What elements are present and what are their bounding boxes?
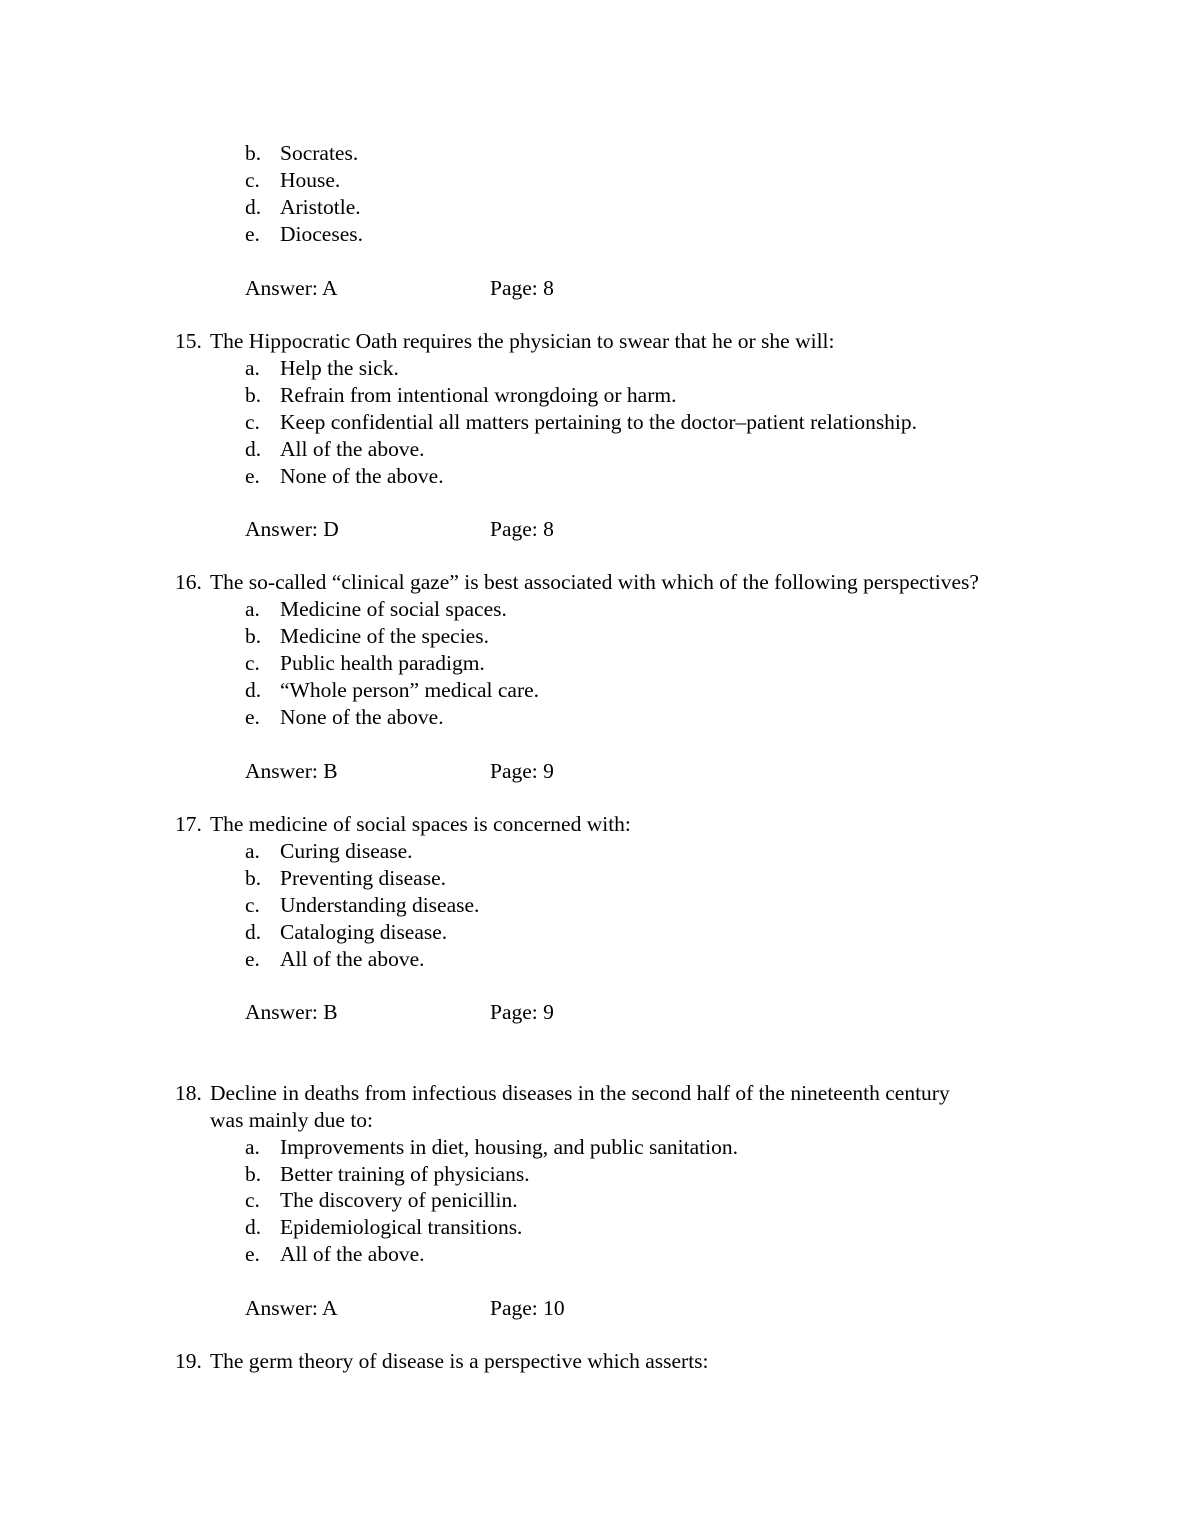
page-reference: Page: 8 bbox=[490, 517, 554, 541]
page-reference: Page: 9 bbox=[490, 1000, 554, 1024]
option-letter: d. bbox=[245, 678, 262, 702]
option-letter: e. bbox=[245, 947, 260, 971]
option-text: Better training of physicians. bbox=[280, 1162, 530, 1186]
option-letter: d. bbox=[245, 195, 262, 219]
option-text: Medicine of social spaces. bbox=[280, 597, 507, 621]
question-text: The Hippocratic Oath requires the physician to swear that he or she will: bbox=[210, 329, 835, 353]
option-letter: b. bbox=[245, 383, 262, 407]
option-letter: c. bbox=[245, 410, 260, 434]
option-text: The discovery of penicillin. bbox=[280, 1188, 518, 1212]
question-text: Decline in deaths from infectious diseases in the second half of the nineteenth century bbox=[210, 1081, 950, 1105]
option-letter: c. bbox=[245, 1188, 260, 1212]
option-letter: a. bbox=[245, 356, 260, 380]
page-reference: Page: 10 bbox=[490, 1296, 565, 1320]
option-letter: b. bbox=[245, 141, 262, 165]
option-letter: a. bbox=[245, 1135, 260, 1159]
option-letter: b. bbox=[245, 624, 262, 648]
question-text: was mainly due to: bbox=[210, 1108, 374, 1132]
option-letter: c. bbox=[245, 893, 260, 917]
option-text: “Whole person” medical care. bbox=[280, 678, 540, 702]
question-text: The germ theory of disease is a perspective which asserts: bbox=[210, 1349, 709, 1373]
option-letter: d. bbox=[245, 1215, 262, 1239]
option-text: All of the above. bbox=[280, 437, 425, 461]
option-text: All of the above. bbox=[280, 947, 425, 971]
option-text: Curing disease. bbox=[280, 839, 413, 863]
option-text: Medicine of the species. bbox=[280, 624, 489, 648]
answer-label: Answer: B bbox=[245, 1000, 338, 1024]
question-text: The medicine of social spaces is concerned with: bbox=[210, 812, 631, 836]
page-reference: Page: 8 bbox=[490, 276, 554, 300]
option-text: Help the sick. bbox=[280, 356, 399, 380]
answer-label: Answer: A bbox=[245, 1296, 338, 1320]
question-number: 18. bbox=[175, 1081, 202, 1105]
option-letter: e. bbox=[245, 1242, 260, 1266]
option-letter: d. bbox=[245, 437, 262, 461]
option-letter: d. bbox=[245, 920, 262, 944]
option-letter: a. bbox=[245, 839, 260, 863]
option-text: Cataloging disease. bbox=[280, 920, 448, 944]
answer-label: Answer: A bbox=[245, 276, 338, 300]
question-text: The so-called “clinical gaze” is best associated with which of the following perspectives? bbox=[210, 570, 979, 594]
option-letter: b. bbox=[245, 866, 262, 890]
answer-label: Answer: B bbox=[245, 759, 338, 783]
question-number: 19. bbox=[175, 1349, 202, 1373]
option-letter: c. bbox=[245, 651, 260, 675]
option-letter: b. bbox=[245, 1162, 262, 1186]
option-text: Improvements in diet, housing, and public sanitation. bbox=[280, 1135, 738, 1159]
option-text: Aristotle. bbox=[280, 195, 361, 219]
option-text: Keep confidential all matters pertaining to the doctor–patient relationship. bbox=[280, 410, 918, 434]
option-text: Preventing disease. bbox=[280, 866, 446, 890]
question-number: 16. bbox=[175, 570, 202, 594]
option-letter: a. bbox=[245, 597, 260, 621]
option-text: Public health paradigm. bbox=[280, 651, 485, 675]
option-text: Refrain from intentional wrongdoing or harm. bbox=[280, 383, 677, 407]
option-text: Epidemiological transitions. bbox=[280, 1215, 523, 1239]
option-text: Dioceses. bbox=[280, 222, 363, 246]
option-text: Socrates. bbox=[280, 141, 359, 165]
option-letter: e. bbox=[245, 464, 260, 488]
option-text: None of the above. bbox=[280, 464, 444, 488]
option-text: All of the above. bbox=[280, 1242, 425, 1266]
option-letter: e. bbox=[245, 705, 260, 729]
question-number: 17. bbox=[175, 812, 202, 836]
option-text: House. bbox=[280, 168, 341, 192]
option-letter: e. bbox=[245, 222, 260, 246]
page-reference: Page: 9 bbox=[490, 759, 554, 783]
answer-label: Answer: D bbox=[245, 517, 339, 541]
option-text: None of the above. bbox=[280, 705, 444, 729]
option-text: Understanding disease. bbox=[280, 893, 480, 917]
question-number: 15. bbox=[175, 329, 202, 353]
option-letter: c. bbox=[245, 168, 260, 192]
